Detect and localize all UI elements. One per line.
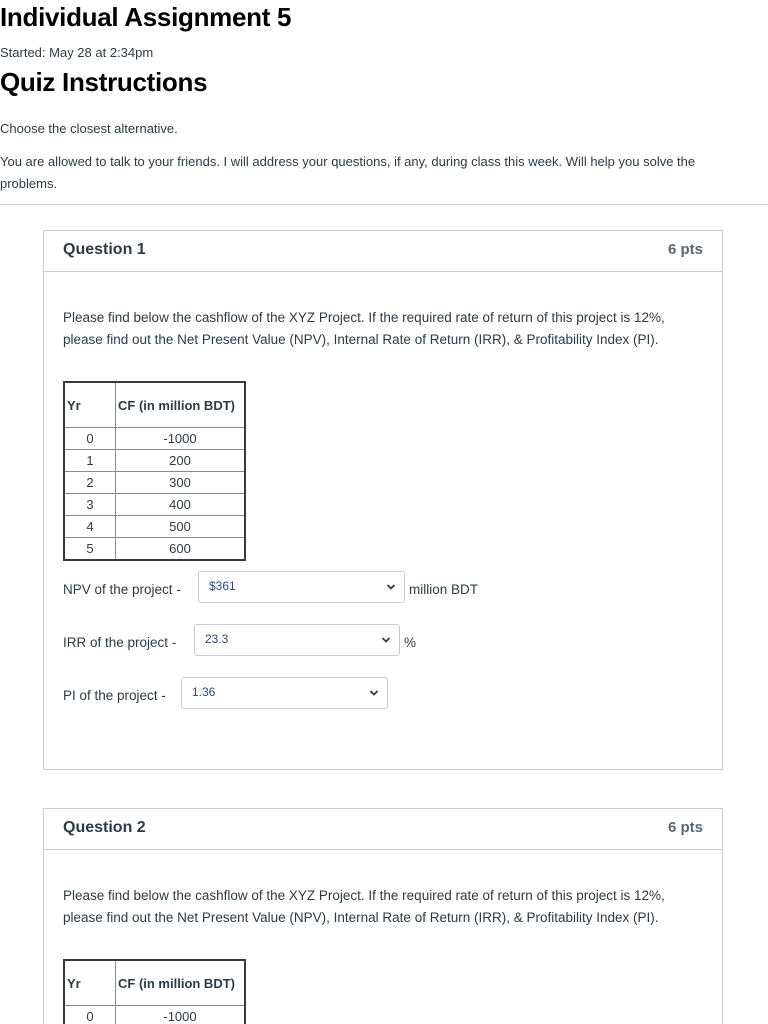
table-header-cf: CF (in million BDT): [116, 382, 246, 428]
question-header: [44, 231, 722, 272]
irr-unit: %: [404, 635, 417, 650]
npv-unit: million BDT: [409, 582, 479, 597]
table-cell: 600: [116, 538, 246, 561]
npv-label: NPV of the project -: [63, 582, 181, 597]
table-cell: 200: [116, 450, 246, 472]
npv-select[interactable]: [198, 571, 405, 603]
table-header-row: [64, 382, 245, 428]
table-cell: 0: [64, 428, 116, 450]
npv-selected-value: $361: [209, 579, 236, 593]
table-cell: 0: [64, 1006, 116, 1024]
instructions-text-2: You are allowed to talk to your friends. I will address your questions, if any, during class this week. Will help you solve the problems.: [0, 154, 696, 191]
table-header-cf: CF (in million BDT): [116, 960, 246, 1006]
table-row: [64, 1006, 245, 1024]
irr-selected-value: 23.3: [205, 632, 229, 646]
table-cell: 1: [64, 450, 116, 472]
chevron-down-icon: [386, 582, 396, 592]
question-1: [43, 230, 723, 770]
table-cell: 3: [64, 494, 116, 516]
cashflow-table: [63, 959, 246, 1024]
chevron-down-icon: [369, 688, 379, 698]
question-text: Please find below the cashflow of the XYZ Project. If the required rate of return of this project is 12%, please find out the Net Present Value (NPV), Internal Rate of Return (IRR), & Profitability Index (PI).: [63, 310, 665, 347]
page-title: Individual Assignment 5: [0, 2, 292, 32]
question-points: 6 pts: [667, 819, 703, 836]
table-cell: 400: [116, 494, 246, 516]
irr-select[interactable]: [194, 624, 400, 656]
table-header-row: [64, 960, 245, 1006]
table-row: [64, 494, 245, 516]
divider: [0, 204, 768, 205]
chevron-down-icon: [381, 635, 391, 645]
question-title: Question 1: [63, 241, 146, 258]
pi-select[interactable]: [181, 677, 388, 709]
question-title: Question 2: [63, 819, 146, 836]
table-row: [64, 472, 245, 494]
quiz-instructions-heading: Quiz Instructions: [0, 67, 208, 97]
table-row: [64, 516, 245, 538]
table-cell: 2: [64, 472, 116, 494]
question-text: Please find below the cashflow of the XYZ Project. If the required rate of return of this project is 12%, please find out the Net Present Value (NPV), Internal Rate of Return (IRR), & Profitability Index (PI).: [63, 888, 665, 925]
table-header-yr: Yr: [64, 382, 116, 428]
table-header-yr: Yr: [64, 960, 116, 1006]
table-row: [64, 450, 245, 472]
pi-label: PI of the project -: [63, 688, 166, 703]
table-cell: 5: [64, 538, 116, 561]
instructions-text-1: Choose the closest alternative.: [0, 121, 178, 136]
table-row: [64, 428, 245, 450]
table-cell: -1000: [116, 428, 246, 450]
pi-selected-value: 1.36: [192, 685, 216, 699]
cashflow-table: [63, 381, 246, 561]
irr-label: IRR of the project -: [63, 635, 177, 650]
question-2: [43, 808, 723, 1024]
table-cell: 500: [116, 516, 246, 538]
table-cell: 300: [116, 472, 246, 494]
question-header: [44, 809, 722, 850]
table-cell: -1000: [116, 1006, 246, 1024]
table-row: [64, 538, 245, 561]
started-timestamp: Started: May 28 at 2:34pm: [0, 45, 154, 60]
question-points: 6 pts: [667, 241, 703, 258]
table-cell: 4: [64, 516, 116, 538]
